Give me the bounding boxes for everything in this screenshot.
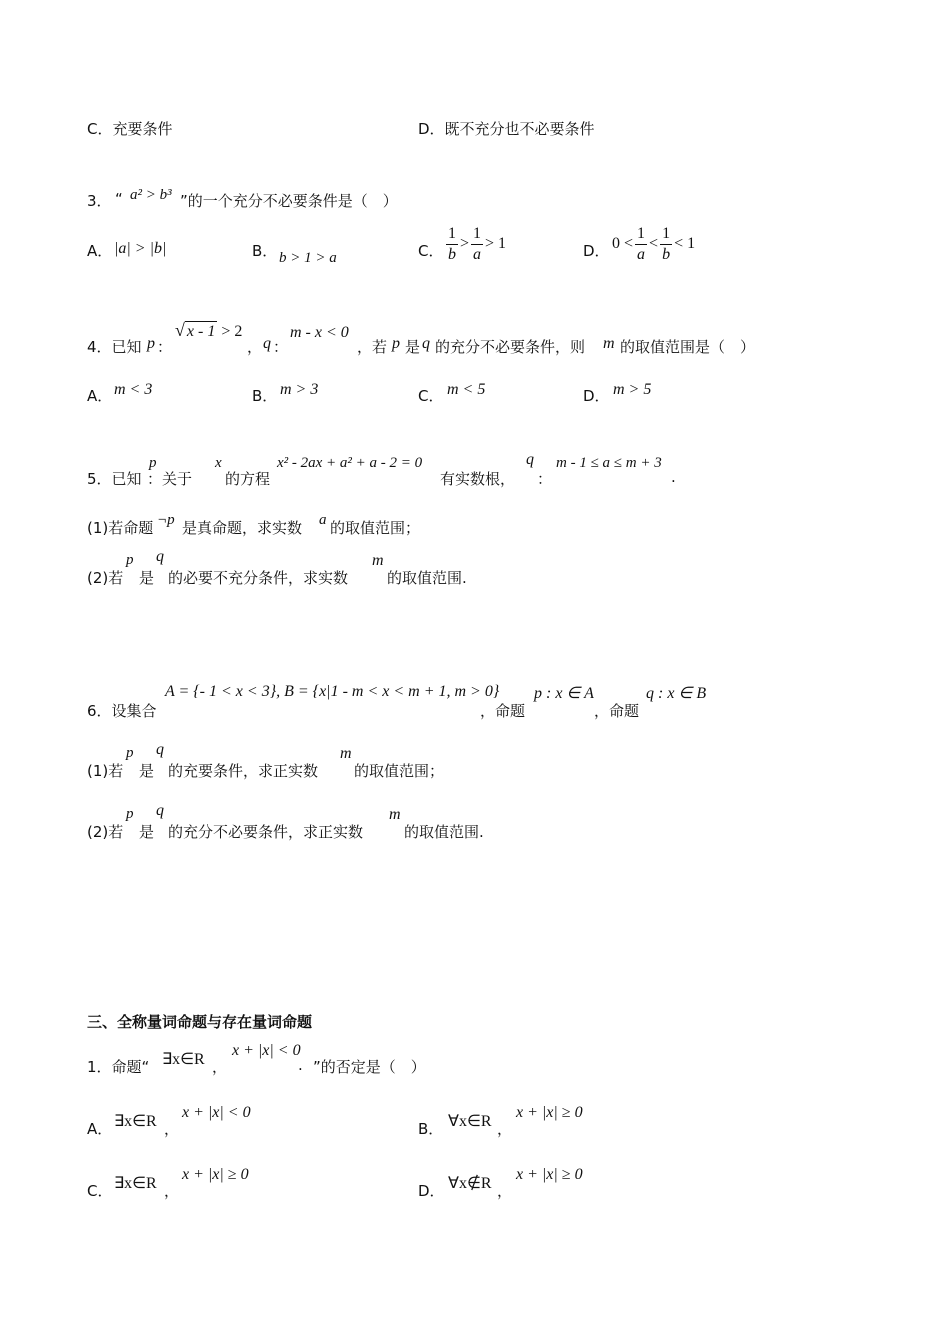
option-a-math: x + |x| < 0 — [182, 1104, 251, 1121]
frac-denominator: b — [662, 246, 671, 263]
stem-about: ：关于 — [147, 470, 193, 488]
question-stem: ”的一个充分不必要条件是（ ） — [180, 192, 398, 210]
question-stem-tail: ”的否定是（ ） — [313, 1058, 426, 1076]
sets-expr: A = {- 1 < x < 3}, B = {x|1 - m < x < m + 1, m > 0} — [165, 683, 500, 700]
var-m: m — [372, 552, 384, 569]
var-m: m — [340, 745, 352, 762]
option-a-label: A． — [87, 242, 113, 260]
var-p: p — [126, 745, 134, 761]
option-a-math: |a| > |b| — [114, 240, 167, 257]
lt-sign: < — [649, 235, 659, 253]
option-d-math: x + |x| ≥ 0 — [516, 1166, 583, 1183]
var-m: m — [389, 806, 401, 823]
option-b-label: B． — [252, 387, 278, 405]
var-a: a — [319, 512, 327, 528]
stem-mid: ，若 — [357, 338, 388, 356]
comma: ， — [164, 1120, 180, 1138]
sqrt-expr — [175, 320, 242, 341]
frac-denominator: a — [473, 246, 482, 263]
stem-cond: 的充分不必要条件，则 — [435, 338, 586, 356]
option-c-label: C． — [418, 387, 444, 405]
comma: ， — [497, 1120, 513, 1138]
sub-question-1-mid: 的充要条件，求正实数 — [168, 762, 319, 780]
option-d-label: D． — [583, 242, 610, 260]
option-c-label: C． — [418, 242, 444, 260]
frac-numerator: 1 — [446, 226, 458, 245]
frac-numerator: 1 — [635, 226, 647, 245]
sub-question-2-head: (2)若 — [87, 823, 124, 841]
colon: ： — [537, 470, 553, 488]
option-c-quantifier: ∃x∈R — [114, 1175, 157, 1192]
comma: ， — [164, 1182, 180, 1200]
frac-numerator: 1 — [660, 226, 672, 245]
option-b-quantifier: ∀x∈R — [448, 1113, 492, 1130]
stem-is: 是 — [139, 762, 155, 780]
sub-question-2-mid: 的充分不必要条件，求正实数 — [168, 823, 364, 841]
q-expr: q : x ∈ B — [646, 685, 707, 702]
sub-question-1-head: (1)若命题 — [87, 519, 154, 537]
stem-is: 是 — [139, 569, 155, 587]
var-p: p — [147, 335, 155, 352]
var-q: q — [422, 335, 430, 352]
equation: x² - 2ax + a² + a - 2 = 0 — [277, 455, 423, 471]
option-a-quantifier: ∃x∈R — [114, 1113, 157, 1130]
frac-numerator: 1 — [471, 226, 483, 245]
sub-question-2-head: (2)若 — [87, 569, 124, 587]
var-q: q — [156, 802, 164, 819]
question-stem-head: 1．命题“ — [87, 1058, 150, 1076]
section-title: 三、全称量词命题与存在量词命题 — [87, 1013, 313, 1031]
radicand: x - 1 — [186, 323, 216, 340]
math-expr: m - x < 0 — [290, 324, 349, 341]
option-c-math: x + |x| ≥ 0 — [182, 1166, 249, 1183]
question-stem-head: 5．已知 — [87, 470, 142, 488]
gt-two: > 2 — [221, 323, 243, 340]
stem-real-roots: 有实数根， — [440, 470, 516, 488]
sub-question-2-tail: 的取值范围. — [404, 823, 484, 841]
p-expr: p : x ∈ A — [534, 685, 594, 702]
option-a-math: m < 3 — [114, 381, 153, 398]
colon: ： — [157, 338, 173, 356]
gt-sign: > — [460, 235, 470, 253]
colon: ： — [273, 338, 289, 356]
sub-question-1-tail: 的取值范围； — [330, 519, 421, 537]
sub-question-2-mid: 的必要不充分条件，求实数 — [168, 569, 349, 587]
option-d-label: D． — [583, 387, 610, 405]
var-q: q — [526, 451, 534, 468]
frac-denominator: a — [637, 246, 646, 263]
var-p: p — [126, 552, 134, 568]
sub-question-2-tail: 的取值范围. — [387, 569, 467, 587]
tail-expr: < 1 — [674, 235, 696, 253]
var-x: x — [215, 455, 222, 471]
option-a-label: A． — [87, 1120, 113, 1138]
question-stem-head: 4．已知 — [87, 338, 142, 356]
range-expr: m - 1 ≤ a ≤ m + 3 — [556, 455, 662, 471]
option-d-quantifier: ∀x∉R — [448, 1175, 492, 1192]
math-expr: x + |x| < 0 — [232, 1042, 301, 1059]
option-b-label: B． — [418, 1120, 444, 1138]
option-c-math — [444, 226, 506, 263]
sub-question-1-mid: 是真命题，求实数 — [182, 519, 303, 537]
comma: ， — [247, 338, 263, 356]
option-d-math: m > 5 — [613, 381, 652, 398]
stem-prop: ，命题 — [480, 702, 526, 720]
quantifier-expr: ∃x∈R — [162, 1051, 205, 1068]
option-b-math: b > 1 > a — [279, 250, 337, 266]
period: . — [298, 1056, 303, 1074]
stem-prop: ，命题 — [594, 702, 640, 720]
sub-question-1-head: (1)若 — [87, 762, 124, 780]
var-p: p — [149, 455, 157, 471]
var-q: q — [263, 335, 271, 352]
option-b-math: x + |x| ≥ 0 — [516, 1104, 583, 1121]
comma: ， — [497, 1182, 513, 1200]
tail-expr: > 1 — [485, 235, 507, 253]
sub-question-1-tail: 的取值范围； — [354, 762, 445, 780]
stem-eq-word: 的方程 — [225, 470, 271, 488]
neg-p: ¬p — [157, 512, 175, 528]
var-m: m — [603, 335, 615, 352]
radical-sign: √ — [175, 320, 185, 340]
option-d-math — [612, 226, 695, 263]
var-p: p — [392, 335, 400, 352]
option-c-label: C． — [87, 1182, 113, 1200]
stem-is: 是 — [139, 823, 155, 841]
stem-is: 是 — [405, 338, 421, 356]
option-d-label: D． — [418, 1182, 445, 1200]
question-stem-head: 6．设集合 — [87, 702, 157, 720]
comma: ， — [212, 1058, 228, 1076]
option-b-math: m > 3 — [280, 381, 319, 398]
head-expr: 0 < — [612, 235, 634, 253]
var-q: q — [156, 548, 164, 565]
option-b-label: B． — [252, 242, 278, 260]
stem-tail: 的取值范围是（ ） — [620, 338, 756, 356]
option-c: C．充要条件 — [87, 120, 173, 138]
math-expr: a² > b³ — [130, 187, 172, 203]
var-p: p — [126, 806, 134, 822]
option-a-label: A． — [87, 387, 113, 405]
question-number: 3． — [87, 192, 112, 210]
option-d: D．既不充分也不必要条件 — [418, 120, 595, 138]
frac-denominator: b — [448, 246, 456, 263]
option-c-math: m < 5 — [447, 381, 486, 398]
open-quote: “ — [115, 190, 123, 208]
period: . — [671, 468, 676, 486]
var-q: q — [156, 741, 164, 758]
